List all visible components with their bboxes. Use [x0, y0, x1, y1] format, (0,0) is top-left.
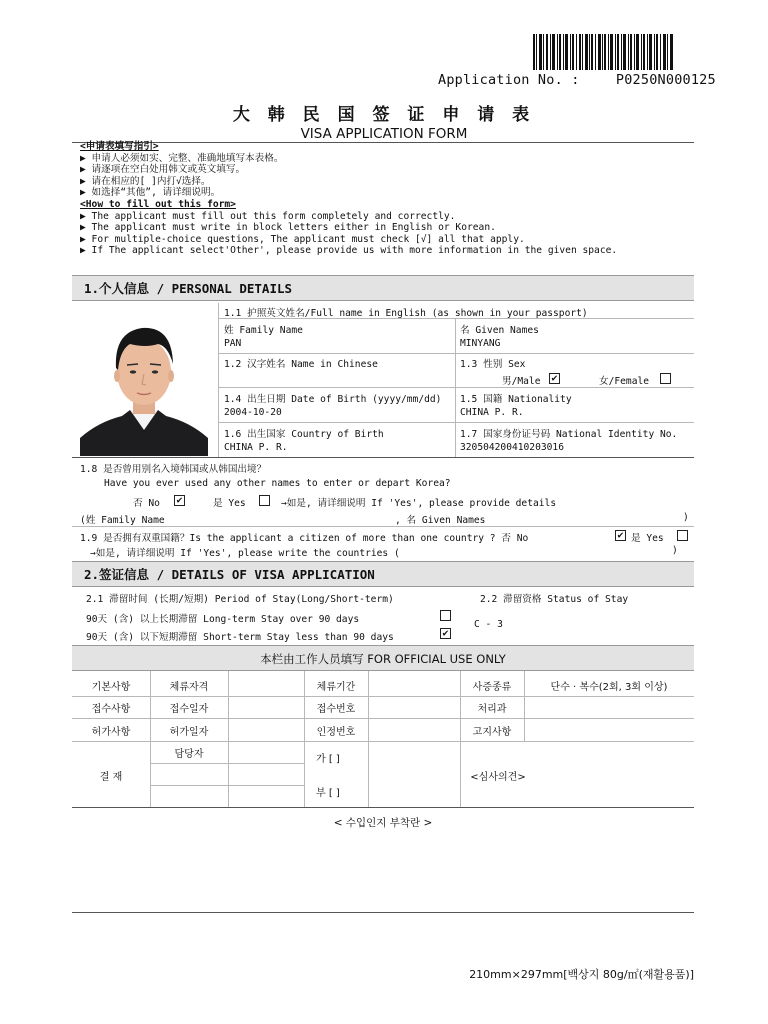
label-given-names: 名 Given Names [460, 325, 539, 336]
value-national-id[interactable]: 320504200410203016 [460, 442, 564, 453]
label-country-of-birth: 1.6 出生国家 Country of Birth [224, 429, 384, 440]
label-female: 女/Female [599, 376, 650, 387]
official-notice: 고지사항 [472, 727, 512, 738]
application-number [438, 72, 716, 88]
female-checkbox[interactable] [660, 373, 671, 384]
instructions-en-heading: <How to fill out this form> [80, 198, 236, 210]
value-status-of-stay[interactable]: C - 3 [474, 619, 503, 630]
label-sex: 1.3 性别 Sex [460, 359, 526, 370]
label-long-term-stay: 90天 (含) 以上长期滞留 Long-term Stay over 90 days [86, 614, 360, 625]
instruction-line: ▶ 请在相应的[ ]内打√选择。 [80, 175, 211, 187]
official-stay-period: 체류기간 [316, 682, 356, 693]
official-permit-date: 허가일자 [169, 727, 209, 738]
label-family-name-paren: (姓 Family Name [80, 515, 165, 526]
label-date-of-birth: 1.4 出生日期 Date of Birth (yyyy/mm/dd) [224, 394, 442, 405]
label-period-of-stay: 2.1 滞留时间 (长期/短期) Period of Stay(Long/Short-term) [86, 594, 394, 605]
label-yes: 是 Yes [213, 498, 246, 509]
instruction-line: ▶ The applicant must write in block letters either in English or Korean. [80, 222, 496, 234]
instruction-line: ▶ 如选择“其他”, 请详细说明。 [80, 187, 221, 199]
form-title-chinese: 大 韩 民 国 签 证 申 请 表 [232, 105, 536, 125]
close-paren: ) [672, 545, 678, 556]
label-dual-yes: 是 Yes [631, 533, 664, 544]
official-use-header [72, 645, 694, 671]
instruction-line: ▶ The applicant must fill out this form completely and correctly. [80, 210, 456, 222]
instruction-line: ▶ If The applicant select'Other', please provide us with more information in the given space. [80, 245, 618, 257]
label-name-chinese: 1.2 汉字姓名 Name in Chinese [224, 359, 378, 370]
official-visa-type: 사증종류 [472, 682, 512, 693]
applicant-photo [80, 306, 208, 456]
instruction-line: ▶ 请逐项在空白处用韩文或英文填写。 [80, 164, 246, 176]
official-reject-mark: 부 [ ] [316, 788, 340, 799]
official-permit-info: 허가사항 [91, 727, 131, 738]
value-date-of-birth[interactable]: 2004-10-20 [224, 407, 282, 418]
official-use-title: 本栏由工作人员填写 FOR OFFICIAL USE ONLY [260, 652, 506, 666]
dual-citizenship-detail-prompt: →如是, 请详细说明 If 'Yes', please write the countries ( [90, 548, 400, 559]
value-nationality[interactable]: CHINA P. R. [460, 407, 524, 418]
value-family-name[interactable]: PAN [224, 338, 242, 349]
official-processing-dept: 처리과 [477, 704, 507, 715]
application-number-value: P0250N000125 [615, 72, 716, 88]
question-dual-citizenship: 1.9 是否拥有双重国籍？Is the applicant a citizen of more than one country ? 否 No [80, 533, 529, 544]
other-names-yes-checkbox[interactable] [259, 495, 270, 506]
revenue-stamp-area: < 수입인지 부착란 > [333, 817, 433, 829]
official-entry-type: 단수 · 복수(2회, 3회 이상) [550, 682, 668, 693]
official-approval-number: 인정번호 [316, 727, 356, 738]
label-full-name: 1.1 护照英文姓名/Full name in English (as shown in your passport) [224, 308, 588, 319]
dual-citizenship-yes-checkbox[interactable] [677, 530, 688, 541]
official-review-opinion: <심사의견> [470, 772, 526, 783]
label-short-term-stay: 90天 (含) 以下短期滞留 Short-term Stay less than 90 days [86, 632, 394, 643]
dual-citizenship-no-checkbox[interactable]: ✔ [615, 530, 626, 541]
official-receipt-info: 접수사항 [91, 704, 131, 715]
close-paren: ) [683, 512, 689, 523]
official-approval: 결 재 [99, 772, 123, 783]
other-names-no-checkbox[interactable]: ✔ [174, 495, 185, 506]
paper-spec: 210mm×297mm[백상지 80g/㎡(재활용품)] [469, 968, 694, 981]
form-title-english: VISA APPLICATION FORM [300, 126, 468, 142]
label-status-of-stay: 2.2 滞留资格 Status of Stay [480, 594, 629, 605]
other-names-detail-prompt: →如是, 请详细说明 If 'Yes', please provide details [281, 498, 557, 509]
official-basic-info: 기본사항 [91, 682, 131, 693]
label-family-name: 姓 Family Name [224, 325, 303, 336]
short-term-checkbox[interactable]: ✔ [440, 628, 451, 639]
label-given-names-paren: , 名 Given Names [395, 515, 486, 526]
official-approve-mark: 가 [ ] [316, 754, 340, 765]
official-receipt-date: 접수일자 [169, 704, 209, 715]
application-number-label: Application No. : [438, 72, 580, 88]
section-personal-details-header: 1.个人信息 / PERSONAL DETAILS [72, 275, 694, 301]
instruction-line: ▶ 申请人必须如实、完整、准确地填写本表格。 [80, 152, 284, 164]
question-other-names-en: Have you ever used any other names to enter or depart Korea? [104, 478, 451, 489]
official-visa-status: 체류자격 [169, 682, 209, 693]
long-term-checkbox[interactable] [440, 610, 451, 621]
official-officer: 담당자 [174, 749, 204, 760]
section-visa-details-header: 2.签证信息 / DETAILS OF VISA APPLICATION [72, 561, 694, 587]
instruction-line: ▶ For multiple-choice questions, The applicant must check [√] all that apply. [80, 233, 525, 245]
label-male: 男/Male [502, 376, 541, 387]
official-receipt-number: 접수번호 [316, 704, 356, 715]
label-national-id: 1.7 国家身份证号码 National Identity No. [460, 429, 678, 440]
label-no: 否 No [133, 498, 160, 509]
male-checkbox[interactable]: ✔ [549, 373, 560, 384]
value-country-of-birth[interactable]: CHINA P. R. [224, 442, 288, 453]
question-other-names: 1.8 是否曾用别名入境韩国或从韩国出境？ [80, 464, 267, 475]
value-given-names[interactable]: MINYANG [460, 338, 501, 349]
barcode-image [533, 34, 673, 70]
label-nationality: 1.5 国籍 Nationality [460, 394, 572, 405]
instructions-cn-heading: <申请表填写指引> [80, 141, 159, 152]
instructions [80, 141, 700, 257]
